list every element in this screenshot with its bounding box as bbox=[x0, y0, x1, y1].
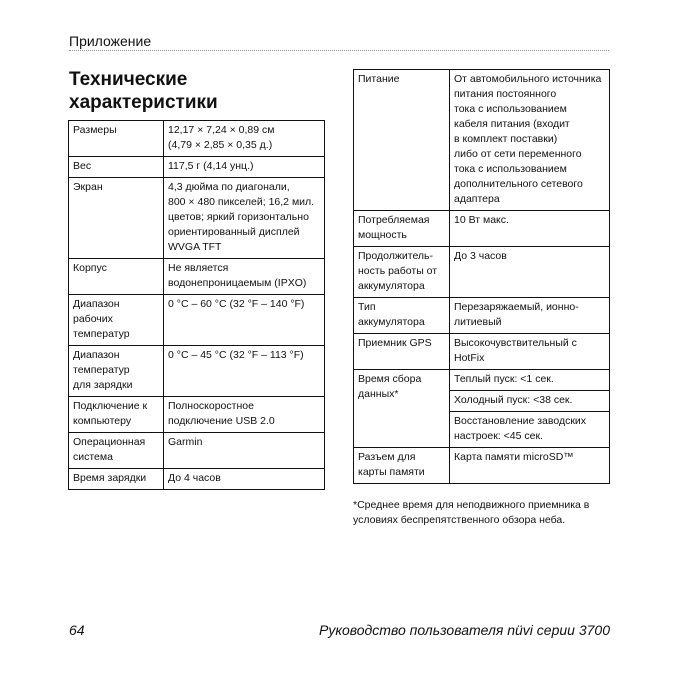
spec-key: Размеры bbox=[69, 121, 164, 157]
spec-value: Теплый пуск: <1 сек. bbox=[450, 370, 610, 391]
spec-key: Вес bbox=[69, 157, 164, 178]
spec-table-right bbox=[353, 69, 610, 484]
spec-value: Высокочувствительный с HotFix bbox=[450, 334, 610, 370]
spec-key: Продолжитель- ность работы от аккумулятора bbox=[354, 247, 450, 298]
manual-title: Руководство пользователя nüvi серии 3700 bbox=[319, 622, 610, 638]
table-row bbox=[69, 259, 325, 295]
spec-key: Питание bbox=[354, 70, 450, 211]
spec-value: 4,3 дюйма по диагонали, 800 × 480 пикселей; 16,2 мил. цветов; яркий горизонтально ориентированный дисплей WVGA TFT bbox=[164, 178, 325, 259]
table-row bbox=[354, 334, 610, 370]
spec-value: До 3 часов bbox=[450, 247, 610, 298]
table-row bbox=[354, 247, 610, 298]
spec-key: Подключение к компьютеру bbox=[69, 397, 164, 433]
spec-key: Время сбора данных* bbox=[354, 370, 450, 448]
spec-value: Перезаряжаемый, ионно- литиевый bbox=[450, 298, 610, 334]
section-header: Приложение bbox=[69, 33, 152, 49]
spec-value: Не является водонепроницаемым (IPXO) bbox=[164, 259, 325, 295]
spec-key: Диапазон температур для зарядки bbox=[69, 346, 164, 397]
table-row bbox=[69, 295, 325, 346]
spec-key: Экран bbox=[69, 178, 164, 259]
spec-key: Потребляемая мощность bbox=[354, 211, 450, 247]
spec-key: Приемник GPS bbox=[354, 334, 450, 370]
spec-value: До 4 часов bbox=[164, 469, 325, 490]
spec-value: 0 °C – 60 °C (32 °F – 140 °F) bbox=[164, 295, 325, 346]
table-row bbox=[354, 448, 610, 484]
spec-key: Диапазон рабочих температур bbox=[69, 295, 164, 346]
spec-value: 0 °C – 45 °C (32 °F – 113 °F) bbox=[164, 346, 325, 397]
table-row bbox=[69, 433, 325, 469]
page-number: 64 bbox=[69, 622, 85, 638]
spec-value: 10 Вт макс. bbox=[450, 211, 610, 247]
header-divider bbox=[69, 50, 609, 51]
spec-value: Восстановление заводских настроек: <45 сек. bbox=[450, 412, 610, 448]
table-row bbox=[69, 397, 325, 433]
footnote: *Среднее время для неподвижного приемника в условиях беспрепятственного обзора неба. bbox=[353, 499, 590, 526]
table-row bbox=[354, 211, 610, 247]
spec-key: Корпус bbox=[69, 259, 164, 295]
table-row bbox=[69, 178, 325, 259]
spec-value: Холодный пуск: <38 сек. bbox=[450, 391, 610, 412]
table-row bbox=[354, 70, 610, 211]
spec-key: Время зарядки bbox=[69, 469, 164, 490]
spec-key: Разъем для карты памяти bbox=[354, 448, 450, 484]
table-row bbox=[354, 298, 610, 334]
spec-value: Полноскоростное подключение USB 2.0 bbox=[164, 397, 325, 433]
table-row bbox=[69, 469, 325, 490]
spec-value: 12,17 × 7,24 × 0,89 см (4,79 × 2,85 × 0,35 д.) bbox=[164, 121, 325, 157]
spec-table-left bbox=[68, 120, 325, 490]
table-row bbox=[69, 346, 325, 397]
spec-value: 117,5 г (4,14 унц.) bbox=[164, 157, 325, 178]
table-row bbox=[69, 121, 325, 157]
page-title: Технические характеристики bbox=[69, 69, 218, 113]
spec-value: Карта памяти microSD™ bbox=[450, 448, 610, 484]
spec-key: Операционная система bbox=[69, 433, 164, 469]
table-row bbox=[354, 370, 610, 391]
spec-value: От автомобильного источника питания постоянного тока с использованием кабеля питания (входит в комплект поставки) либо от сети переменного тока с использованием дополнительного сетевого адаптера bbox=[450, 70, 610, 211]
table-row bbox=[69, 157, 325, 178]
spec-value: Garmin bbox=[164, 433, 325, 469]
spec-key: Тип аккумулятора bbox=[354, 298, 450, 334]
